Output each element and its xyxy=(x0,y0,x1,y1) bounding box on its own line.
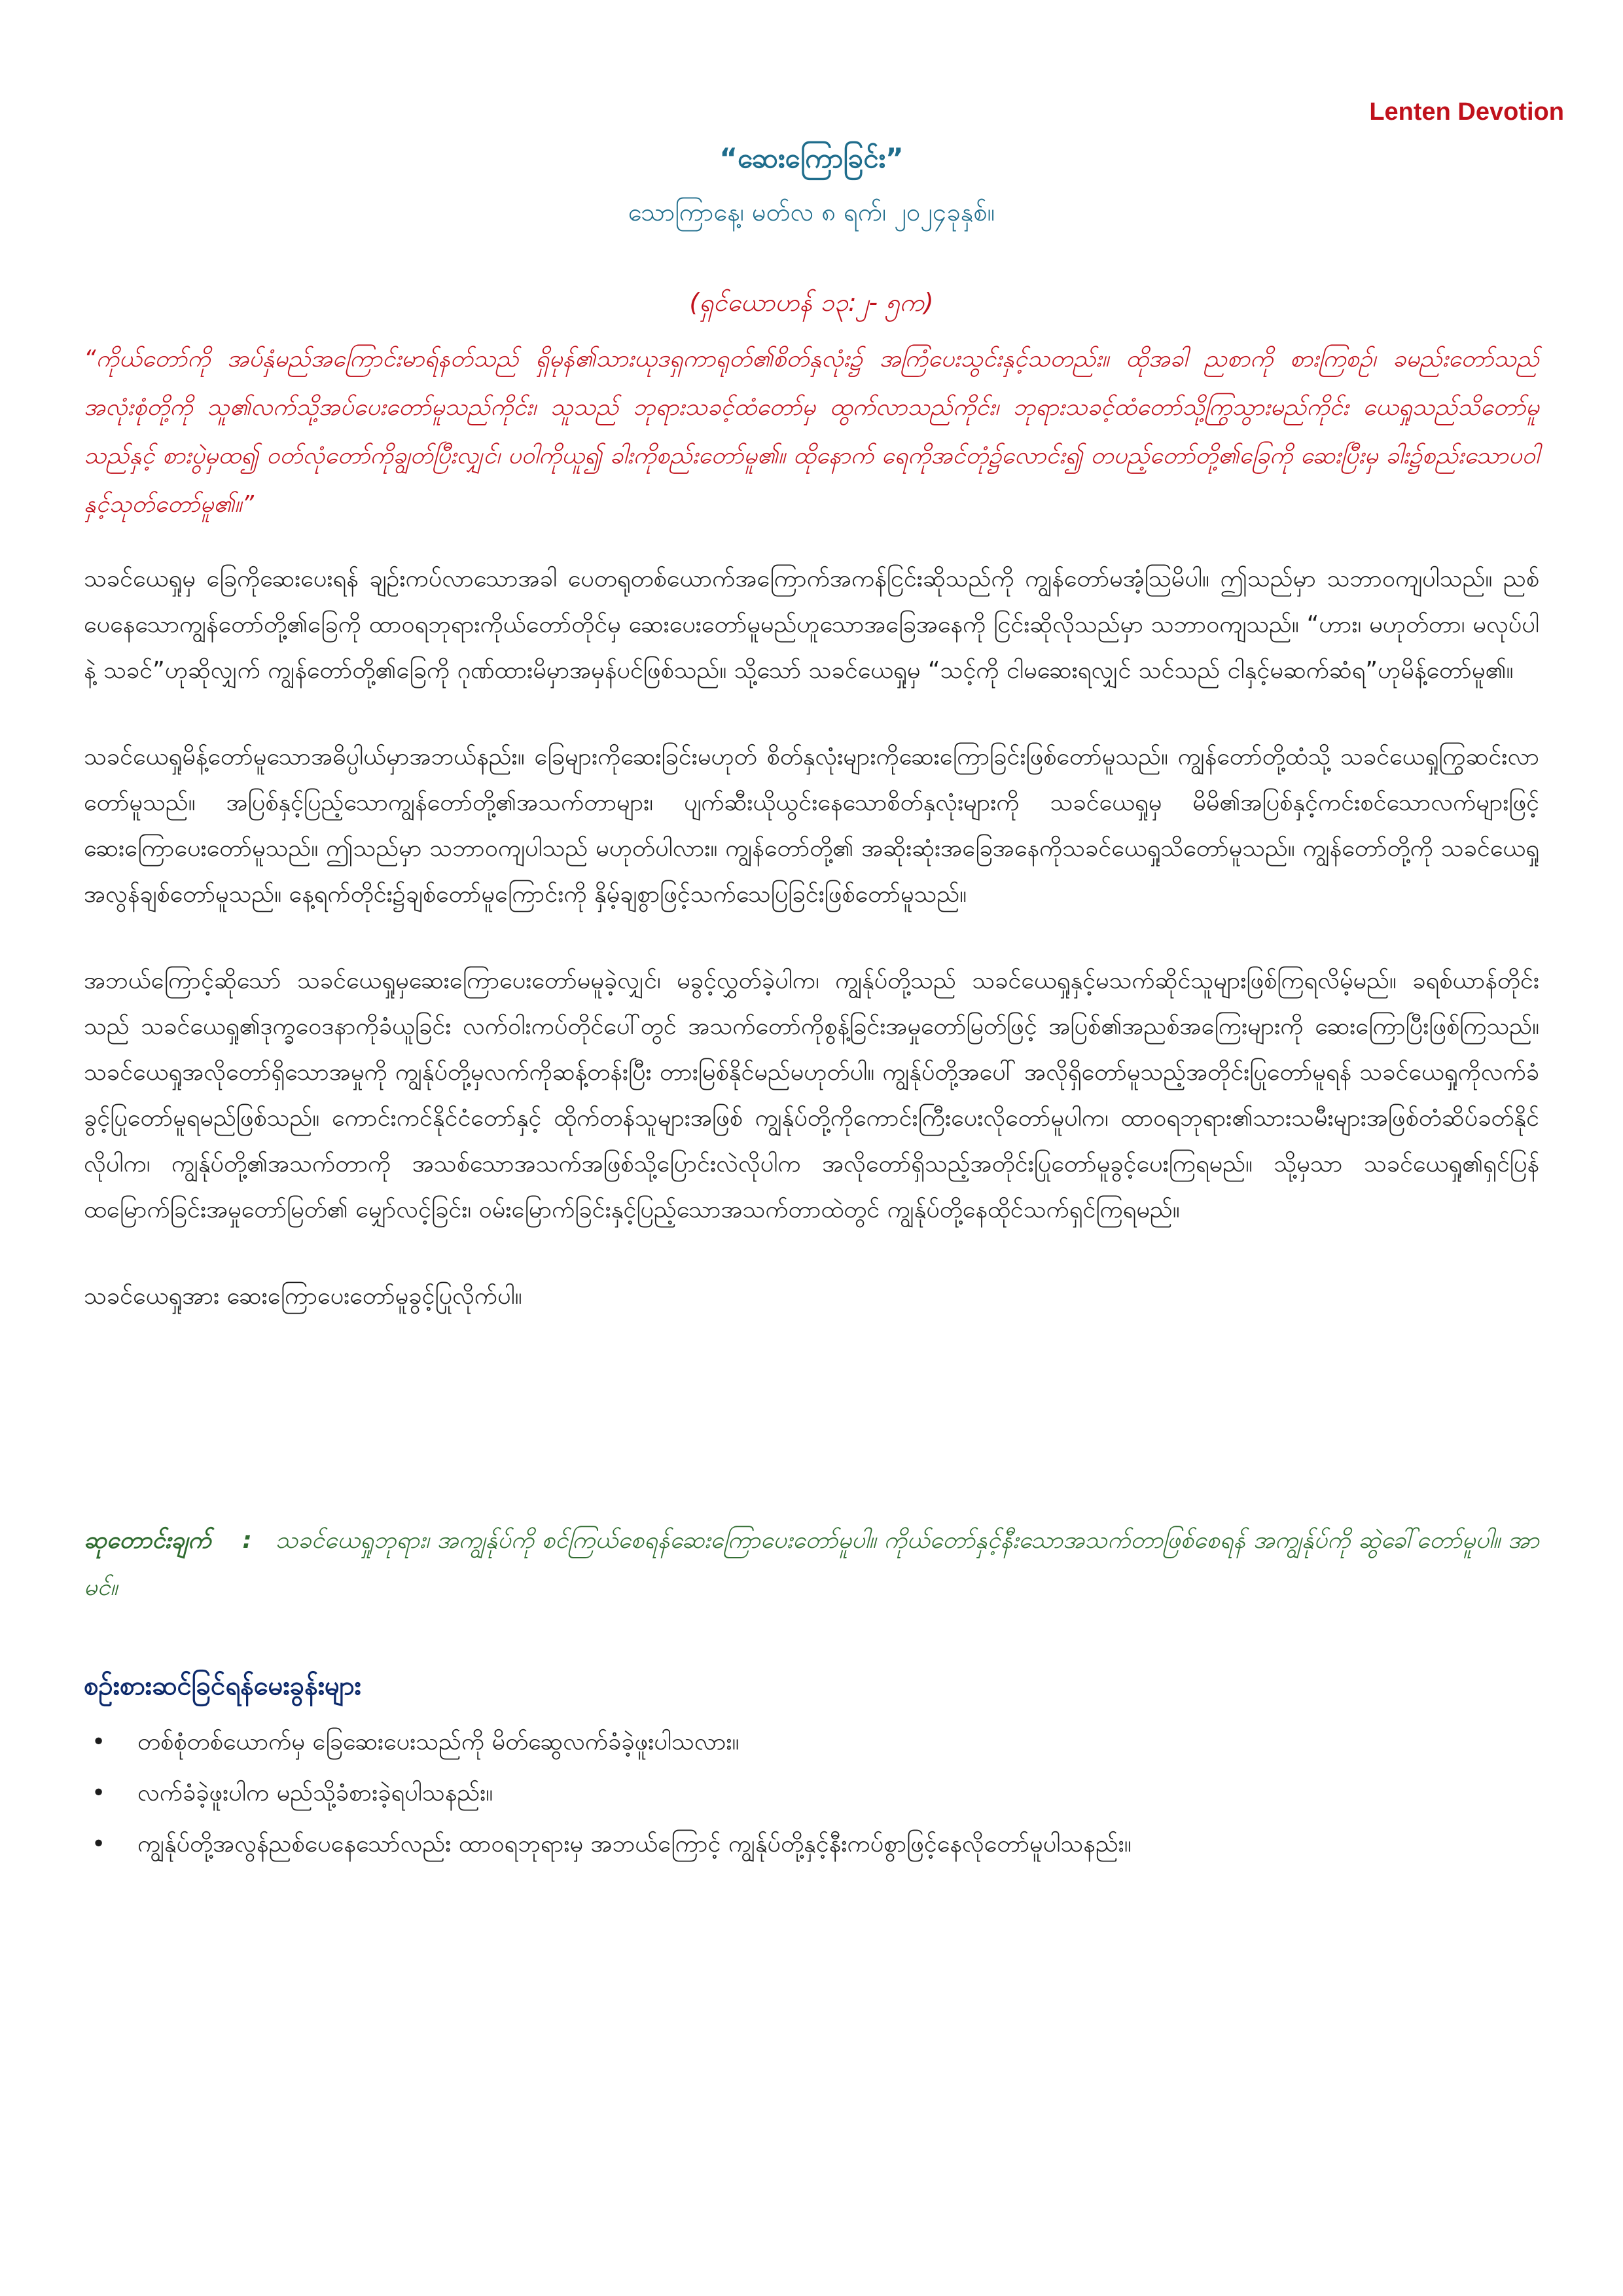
reflection-question-2 xyxy=(92,1768,1539,1819)
prayer-label: ဆုတောင်းချက် xyxy=(84,1527,211,1554)
reflection-list xyxy=(84,1717,1539,1870)
reflection-question-3 xyxy=(92,1819,1539,1870)
reflection-question-1 xyxy=(92,1717,1539,1768)
bullet-icon: • xyxy=(92,1780,106,1806)
paragraph-2: သခင်ယေရှုမိန့်တော်မူသောအဓိပ္ပါယ်မှာအဘယ်နည်း။ ခြေများကိုဆေးခြင်းမဟုတ် စိတ်နှလုံးများကိုဆေးကြောခြင်းဖြစ်တော်မူသည်။ ကျွန်တော်တို့ထံသို့ သခင်ယေရှုကြွဆင်းလာတော်မူသည်။ အပြစ်နှင့်ပြည့်သောကျွန်တော်တို့၏အသက်တာများ၊ ပျက်ဆီးယိုယွင်းနေသောစိတ်နှလုံးများကို သခင်ယေရှုမှ မိမိ၏အပြစ်နှင့်ကင်းစင်သောလက်များဖြင့် ဆေးကြောပေးတော်မူသည်။ ဤသည်မှာ သဘာဝကျပါသည် မဟုတ်ပါလား။ ကျွန်တော်တို့၏ အဆိုးဆုံးအခြေအနေကိုသခင်ယေရှုသိတော်မူသည်။ ကျွန်တော်တို့ကို သခင်ယေရှုအလွန်ချစ်တော်မူသည်။ နေ့ရက်တိုင်း၌ချစ်တော်မူကြောင်းကို နှိမ့်ချစွာဖြင့်သက်သေပြခြင်းဖြစ်တော်မူသည်။ xyxy=(84,744,1539,908)
header-tag: Lenten Devotion xyxy=(1369,98,1564,126)
scripture-text: “ကိုယ်တော်ကို အပ်နှံမည်အကြောင်းမာရ်နတ်သည် ရှိမုန်၏သားယုဒရှကာရုတ်၏စိတ်နှလုံး၌ အကြံပေးသွင်းနှင့်သတည်း။ ထိုအခါ ညစာကို စားကြစဉ်၊ ခမည်းတော်သည် အလုံးစုံတို့ကို သူ၏လက်သို့အပ်ပေးတော်မူသည်ကိုင်း၊ သူသည် ဘုရားသခင့်ထံတော်မှ ထွက်လာသည်ကိုင်း၊ ဘုရားသခင့်ထံတော်သို့ကြွသွားမည်ကိုင်း ယေရှုသည်သိတော်မူသည်နှင့် စားပွဲမှထ၍ ဝတ်လုံတော်ကိုချွတ်ပြီးလျှင်၊ ပဝါကိုယူ၍ ခါးကိုစည်းတော်မူ၏။ ထိုနောက် ရေကိုအင်တုံ၌လောင်း၍ တပည့်တော်တို့၏ခြေကို ဆေးပြီးမှ ခါး၌စည်းသောပဝါနှင့်သုတ်တော်မူ၏။” xyxy=(84,346,1539,518)
bullet-icon: • xyxy=(92,1831,106,1857)
prayer-text: သခင်ယေရှုဘုရား၊ အကျွန်ုပ်ကို စင်ကြယ်စေရန်ဆေးကြောပေးတော်မူပါ။ ကိုယ်တော်နှင့်နီးသောအသက်တာဖြစ်စေရန် အကျွန်ုပ်ကို ဆွဲခေါ်တော်မူပါ။ အာမင်။ xyxy=(84,1527,1539,1601)
paragraph-1: သခင်ယေရှုမှ ခြေကိုဆေးပေးရန် ချဉ်းကပ်လာသောအခါ ပေတရုတစ်ယောက်အကြောက်အကန်ငြင်းဆိုသည်ကို ကျွန်တော်မအံ့သြမိပါ။ ဤသည်မှာ သဘာဝကျပါသည်။ ညစ်ပေနေသောကျွန်တော်တို့၏ခြေကို ထာဝရဘုရားကိုယ်တော်တိုင်မှ ဆေးပေးတော်မူမည်ဟူသောအခြေအနေကို ငြင်းဆိုလိုသည်မှာ သဘာဝကျသည်။ “ဟား၊ မဟုတ်တာ၊ မလုပ်ပါနဲ့ သခင်”ဟုဆိုလျှက် ကျွန်တော်တို့၏ခြေကို ဂုဏ်ထားမိမှာအမှန်ပင်ဖြစ်သည်။ သို့သော် သခင်ယေရှုမှ “သင့်ကို ငါမဆေးရလျှင် သင်သည် ငါနှင့်မဆက်ဆံရ”ဟုမိန့်တော်မူ၏။ xyxy=(84,565,1539,684)
body-text xyxy=(84,556,1539,1360)
reflection-heading: စဉ်းစားဆင်ခြင်ရန်မေးခွန်းများ xyxy=(84,1671,361,1701)
devotion-title: “ဆေးကြောခြင်း” xyxy=(719,142,904,174)
bullet-icon: • xyxy=(92,1729,106,1755)
date-line: သောကြာနေ့၊ မတ်လ ၈ ရက်၊ ၂၀၂၄ခုနှစ်။ xyxy=(628,198,995,226)
question-text: လက်ခံခဲ့ဖူးပါက မည်သို့ခံစားခဲ့ရပါသနည်း။ xyxy=(137,1780,493,1806)
paragraph-4: သခင်ယေရှုအား ဆေးကြောပေးတော်မူခွင့်ပြုလိုက်ပါ။ xyxy=(84,1283,522,1310)
scripture-reference: (ရှင်ယောဟန် ၁၃:၂- ၅က) xyxy=(689,288,934,317)
question-text: ကျွန်ုပ်တို့အလွန်ညစ်ပေနေသော်လည်း ထာဝရဘုရားမှ အဘယ်ကြောင့် ကျွန်ုပ်တို့နှင့်နီးကပ်စွာဖြင့်နေလိုတော်မူပါသနည်း။ xyxy=(137,1831,1132,1857)
paragraph-3: အဘယ်ကြောင့်ဆိုသော် သခင်ယေရှုမှဆေးကြောပေးတော်မမူခဲ့လျှင်၊ မခွင့်လွှတ်ခဲ့ပါက၊ ကျွန်ုပ်တို့သည် သခင်ယေရှုနှင့်မသက်ဆိုင်သူများဖြစ်ကြရလိမ့်မည်။ ခရစ်ယာန်တိုင်းသည် သခင်ယေရှု၏ဒုက္ခဝေဒနာကိုခံယူခြင်း လက်ဝါးကပ်တိုင်ပေါ်တွင် အသက်တော်ကိုစွန့်ခြင်းအမှုတော်မြတ်ဖြင့် အပြစ်၏အညစ်အကြေးများကို ဆေးကြောပြီးဖြစ်ကြသည်။ သခင်ယေရှုအလိုတော်ရှိသောအမှုကို ကျွန်ုပ်တို့မှလက်ကိုဆန့်တန်းပြီး တားမြစ်နိုင်မည်မဟုတ်ပါ။ ကျွန်ုပ်တို့အပေါ် အလိုရှိတော်မူသည့်အတိုင်းပြုတော်မူရန် သခင်ယေရှုကိုလက်ခံခွင့်ပြုတော်မူရမည်ဖြစ်သည်။ ကောင်းကင်နိုင်ငံတော်နှင့် ထိုက်တန်သူများအဖြစ် ကျွန်ုပ်တို့ကိုကောင်းကြီးပေးလိုတော်မူပါက၊ ထာဝရဘုရား၏သားသမီးများအဖြစ်တံဆိပ်ခတ်နိုင်လိုပါက၊ ကျွန်ုပ်တို့၏အသက်တာကို အသစ်သောအသက်အဖြစ်သို့ပြောင်းလဲလိုပါက အလိုတော်ရှိသည့်အတိုင်းပြုတော်မူခွင့်ပေးကြရမည်။ သို့မှသာ သခင်ယေရှု၏ရှင်ပြန်ထမြောက်ခြင်းအမှုတော်မြတ်၏ မျှော်လင့်ခြင်း၊ ဝမ်းမြောက်ခြင်းနှင့်ပြည့်သောအသက်တာထဲတွင် ကျွန်ုပ်တို့နေထိုင်သက်ရှင်ကြရမည်။ xyxy=(84,967,1539,1223)
question-text: တစ်စုံတစ်ယောက်မှ ခြေဆေးပေးသည်ကို မိတ်ဆွေလက်ခံခဲ့ဖူးပါသလား။ xyxy=(137,1729,740,1755)
scripture-block xyxy=(84,287,1539,529)
prayer-separator: : xyxy=(242,1527,252,1554)
prayer-block xyxy=(84,1517,1539,1611)
reflection-section xyxy=(84,1669,1539,1870)
